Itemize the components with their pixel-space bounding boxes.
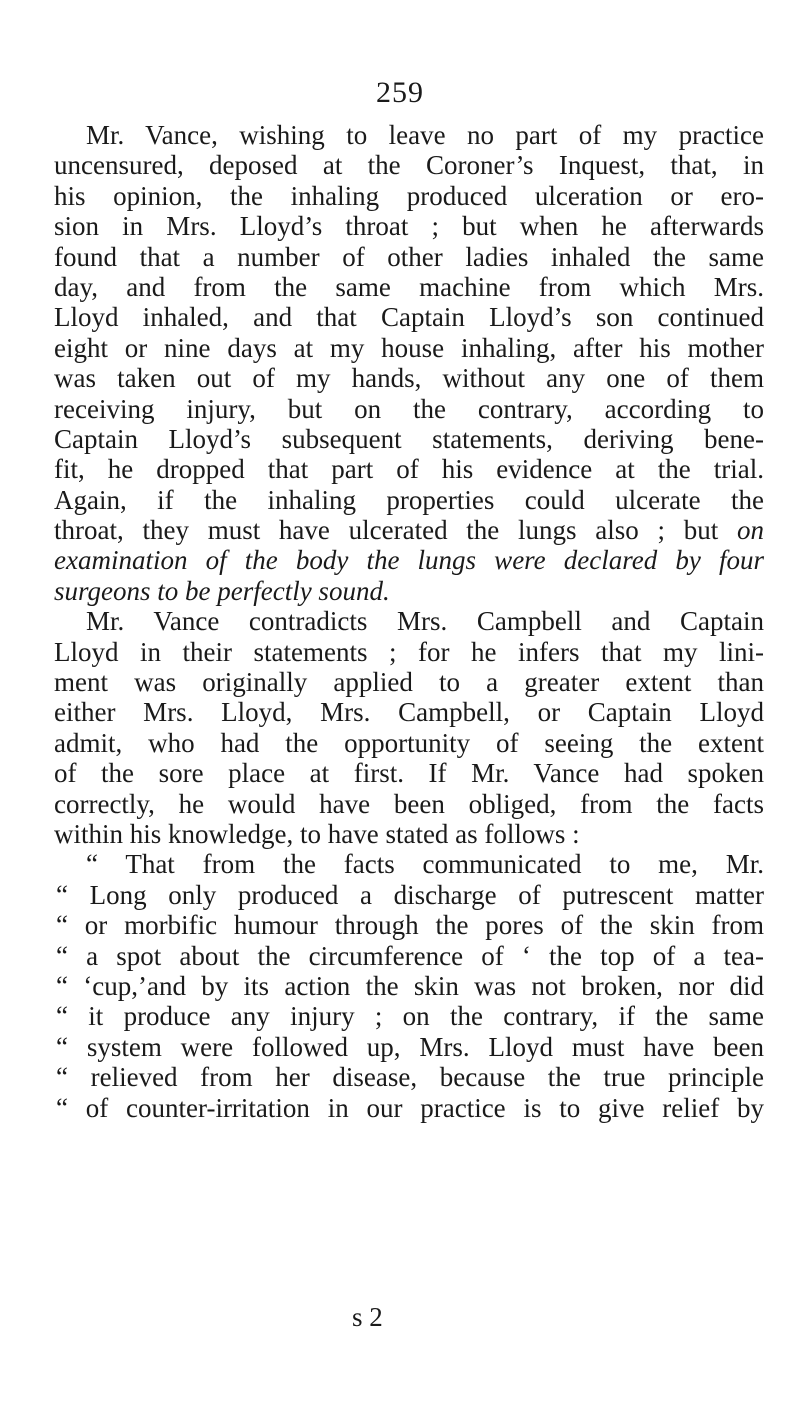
text-line: admit, who had the opportunity of seeing the extent	[54, 727, 764, 758]
text-line: “ system were followed up, Mrs. Lloyd must have been	[56, 1031, 764, 1062]
text-line: Mr. Vance contradicts Mrs. Campbell and Captain	[86, 606, 764, 637]
text-line: either Mrs. Lloyd, Mrs. Campbell, or Captain Lloyd	[54, 697, 764, 728]
text-line: Lloyd inhaled, and that Captain Lloyd’s son continued	[54, 302, 764, 333]
text-line: within his knowledge, to have stated as follows :	[54, 818, 580, 849]
text-line: “ of counter-irritation in our practice is to give relief by	[56, 1092, 764, 1123]
text-line: his opinion, the inhaling produced ulceration or ero-	[54, 180, 764, 211]
text-line: sion in Mrs. Lloyd’s throat ; but when he afterwards	[54, 211, 764, 242]
text-line: “ Long only produced a discharge of putrescent matter	[56, 879, 764, 910]
text-line: Captain Lloyd’s subsequent statements, deriving bene-	[54, 423, 764, 454]
text-line: found that a number of other ladies inhaled the same	[54, 241, 764, 272]
text-line: Lloyd in their statements ; for he infers that my lini-	[54, 636, 764, 667]
text-line: Mr. Vance, wishing to leave no part of my practice	[86, 120, 764, 150]
text-line: “ it produce any injury ; on the contrary, if the same	[56, 1001, 764, 1032]
text-line: uncensured, deposed at the Coroner’s Inquest, that, in	[54, 150, 764, 181]
text-line: day, and from the same machine from which Mrs.	[54, 271, 764, 302]
text-line: “ or morbific humour through the pores of the skin from	[56, 910, 764, 941]
text-line: “ ‘cup,’and by its action the skin was not broken, nor did	[56, 970, 764, 1001]
text-line: “ a spot about the circumference of ‘ the top of a tea-	[56, 940, 764, 971]
text-line: Again, if the inhaling properties could ulcerate the	[54, 484, 764, 515]
text-line: fit, he dropped that part of his evidence at the trial.	[54, 454, 764, 485]
text-line: “ relieved from her disease, because the true principle	[56, 1062, 764, 1093]
text-line: receiving injury, but on the contrary, according to	[54, 393, 764, 424]
text-line-roman: throat, they must have ulcerated the lungs also ; but	[54, 515, 719, 546]
text-line: “ That from the facts communicated to me, Mr.	[86, 849, 764, 880]
text-line-italic-tail: on	[737, 515, 764, 546]
text-line: of the sore place at first. If Mr. Vance had spoken	[54, 758, 764, 789]
text-line: correctly, he would have been obliged, from the facts	[54, 788, 764, 819]
text-line: eight or nine days at my house inhaling, after his mother	[54, 332, 764, 363]
text-line: ment was originally applied to a greater extent than	[54, 667, 764, 698]
text-line: was taken out of my hands, without any one of them	[54, 363, 764, 394]
text-line-italic: examination of the body the lungs were declared by four	[54, 545, 764, 576]
text-line-mixed	[54, 515, 764, 545]
text-line-italic: surgeons to be perfectly sound.	[54, 575, 390, 606]
body-text	[54, 120, 764, 1123]
page-number: 259	[376, 76, 424, 109]
signature-mark: s 2	[352, 1302, 383, 1332]
